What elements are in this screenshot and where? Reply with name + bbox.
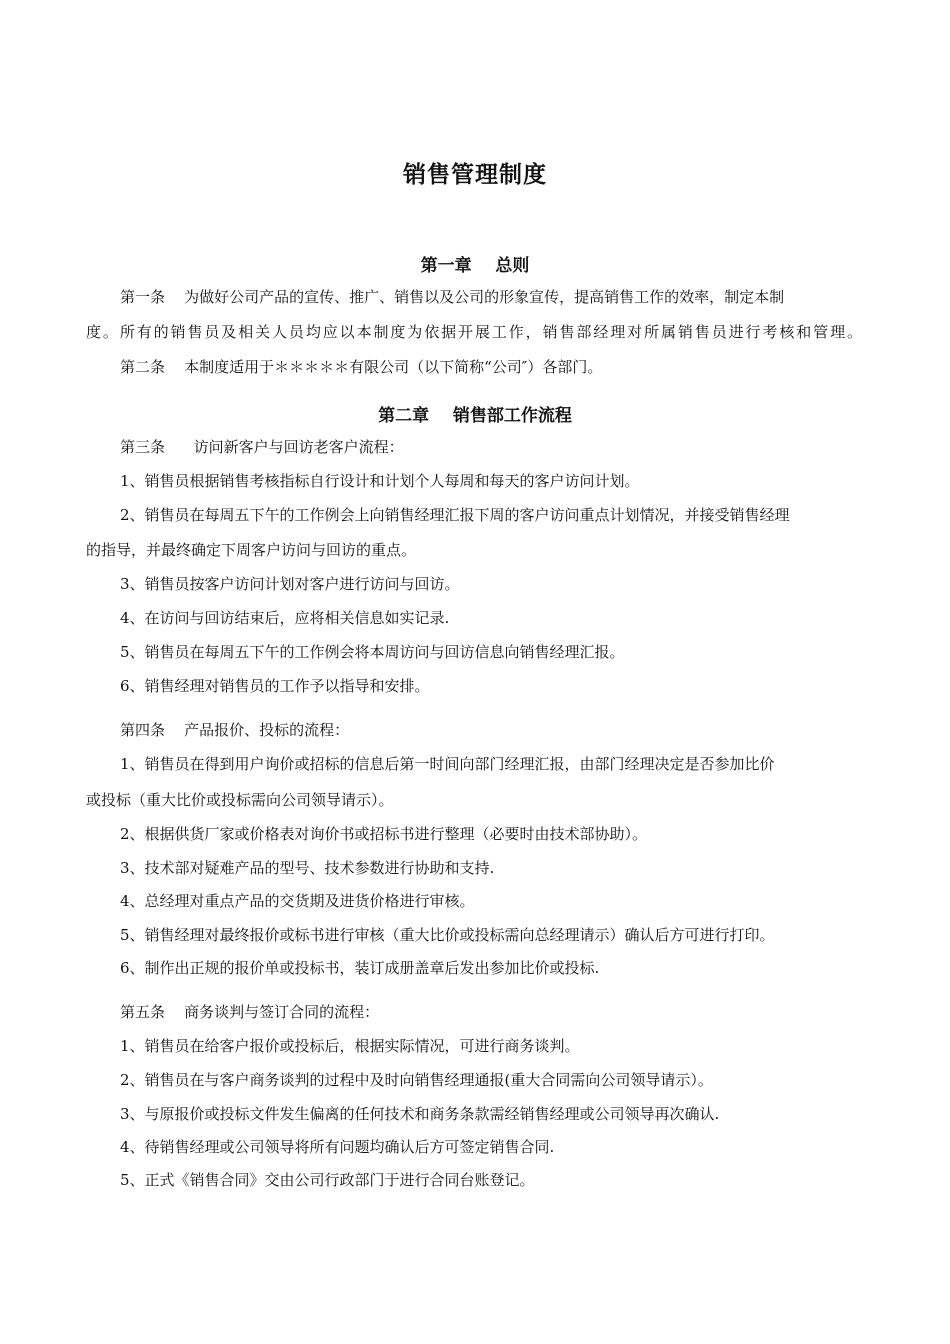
article-2: 第二条 本制度适用于＊＊＊＊＊有限公司（以下简称“公司″）各部门。 xyxy=(120,358,603,376)
article-4-item-3: 3、技术部对疑难产品的型号、技术参数进行协助和支持. xyxy=(120,859,495,877)
article-3-item-2-line-2: 的指导，并最终确定下周客户访问与回访的重点。 xyxy=(86,541,417,559)
article-3-heading: 第三条 访问新客户与回访老客户流程： xyxy=(120,438,404,456)
article-4-item-2: 2、根据供货厂家或价格表对询价书或招标书进行整理（必要时由技术部协助）。 xyxy=(120,825,648,843)
article-4-item-6: 6、制作出正规的报价单或投标书，装订成册盖章后发出参加比价或投标. xyxy=(120,959,600,977)
article-1-line-1: 第一条 为做好公司产品的宣传、推广、销售以及公司的形象宣传，提高销售工作的效率，制定本制 xyxy=(120,288,785,306)
article-3-item-4: 4、在访问与回访结束后，应将相关信息如实记录. xyxy=(120,609,450,627)
article-5-item-2: 2、销售员在与客户商务谈判的过程中及时向销售经理通报(重大合同需向公司领导请示）。 xyxy=(120,1071,713,1089)
article-5-item-5: 5、正式《销售合同》交由公司行政部门于进行合同台账登记。 xyxy=(120,1171,535,1189)
article-4-item-5: 5、销售经理对最终报价或标书进行审核（重大比价或投标需向总经理请示）确认后方可进行打印。 xyxy=(120,926,775,944)
article-5-item-3: 3、与原报价或投标文件发生偏离的任何技术和商务条款需经销售经理或公司领导再次确认. xyxy=(120,1105,720,1123)
article-3-item-2-line-1: 2、销售员在每周五下午的工作例会上向销售经理汇报下周的客户访问重点计划情况，并接受销售经理 xyxy=(120,506,790,524)
article-3-item-3: 3、销售员按客户访问计划对客户进行访问与回访。 xyxy=(120,575,460,593)
article-3-item-6: 6、销售经理对销售员的工作予以指导和安排。 xyxy=(120,677,430,695)
article-3-item-5: 5、销售员在每周五下午的工作例会将本周访问与回访信息向销售经理汇报。 xyxy=(120,643,625,661)
chapter-2-heading: 第二章 销售部工作流程 xyxy=(378,406,572,426)
article-4-item-4: 4、总经理对重点产品的交货期及进货价格进行审核。 xyxy=(120,892,475,910)
document-title: 销售管理制度 xyxy=(403,162,547,188)
article-4-heading: 第四条 产品报价、投标的流程： xyxy=(120,721,350,739)
article-4-item-1-line-1: 1、销售员在得到用户询价或招标的信息后第一时间向部门经理汇报，由部门经理决定是否参加比价 xyxy=(120,755,775,773)
article-1-line-2: 度。所有的销售员及相关人员均应以本制度为依据开展工作，销售部经理对所属销售员进行考核和管理。 xyxy=(86,323,862,341)
article-4-item-1-line-2: 或投标（重大比价或投标需向公司领导请示）。 xyxy=(86,791,394,809)
article-5-heading: 第五条 商务谈判与签订合同的流程： xyxy=(120,1003,380,1021)
article-5-item-1: 1、销售员在给客户报价或投标后，根据实际情况，可进行商务谈判。 xyxy=(120,1037,580,1055)
article-3-item-1: 1、销售员根据销售考核指标自行设计和计划个人每周和每天的客户访问计划。 xyxy=(120,472,640,490)
article-5-item-4: 4、待销售经理或公司领导将所有问题均确认后方可签定销售合同. xyxy=(120,1138,555,1156)
chapter-1-heading: 第一章 总则 xyxy=(420,256,530,276)
